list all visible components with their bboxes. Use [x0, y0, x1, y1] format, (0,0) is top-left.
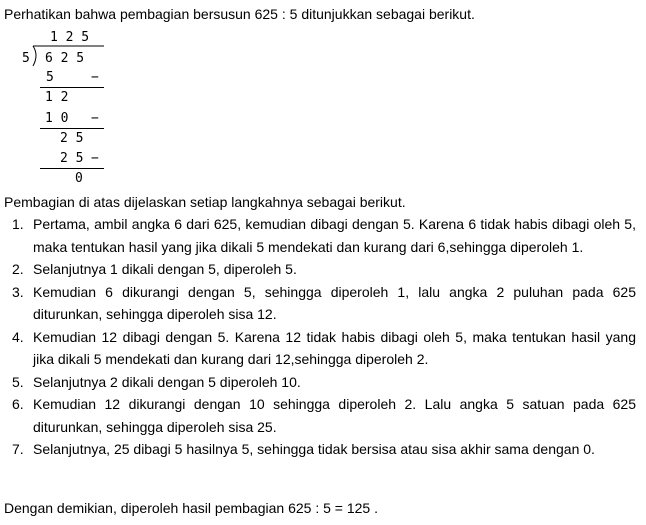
- conclusion-text: Dengan demikian, diperoleh hasil pembagian 625 : 5 = 125 .: [4, 500, 378, 516]
- step-text: Kemudian 12 dibagi dengan 5. Karena 12 tidak habis dibagi oleh 5, maka tentukan hasil yang jika dikali 5 mendekati dan kurang dari 12,sehingga diperoleh 2.: [33, 328, 636, 367]
- ld-divisor: 5: [22, 51, 30, 66]
- list-item: [0, 393, 636, 438]
- ld-dividend: 6 2 5: [45, 51, 85, 66]
- explanation-text: Pembagian di atas dijelaskan setiap langkahnya sebagai berikut.: [4, 194, 406, 210]
- step-text: Selanjutnya, 25 dibagi 5 hasilnya 5, sehingga tidak bersisa atau sisa akhir sama dengan 0.: [33, 441, 595, 457]
- list-item: [0, 281, 636, 326]
- ld-final-remainder: 0: [75, 171, 83, 186]
- ld-rule-2: [40, 128, 104, 129]
- step-text: Pertama, ambil angka 6 dari 625, kemudian dibagi dengan 5. Karena 6 tidak habis dibagi oleh 5, maka tentukan hasil yang jika dikali 5 mendekati dan kurang dari 6,sehingga diperoleh 1.: [33, 216, 636, 255]
- step-number: 3.: [12, 283, 24, 300]
- step-number: 5.: [12, 373, 24, 390]
- ld-quotient: 1 2 5: [50, 30, 90, 45]
- ld-rule-3: [40, 168, 104, 169]
- step-text: Selanjutnya 1 dikali dengan 5, diperoleh 5.: [33, 261, 297, 277]
- steps-list: [0, 213, 636, 461]
- ld-step1-rem: 1 2: [45, 90, 69, 105]
- ld-step2-sub: 1 0: [45, 111, 69, 126]
- step-number: 1.: [12, 216, 24, 232]
- step-number: 4.: [12, 328, 24, 345]
- ld-step1-sub: 5: [46, 70, 54, 85]
- step-text: Selanjutnya 2 dikali dengan 5 diperoleh 10.: [33, 373, 301, 390]
- list-item: [0, 438, 636, 461]
- ld-minus-3: −: [91, 151, 99, 166]
- ld-rule-1: [40, 87, 104, 88]
- intro-text: Perhatikan bahwa pembagian bersusun 625 : 5 ditunjukkan sebagai berikut.: [4, 6, 475, 22]
- step-number: 2.: [12, 261, 24, 277]
- step-text: Kemudian 12 dikurangi dengan 10 sehingga diperoleh 2. Lalu angka 5 satuan pada 625 diturunkan, sehingga diperoleh sisa 25.: [33, 396, 636, 435]
- step-number: 6.: [12, 396, 24, 412]
- ld-minus-2: −: [91, 111, 99, 126]
- step-text: Kemudian 6 dikurangi dengan 5, sehingga diperoleh 1, lalu angka 2 puluhan pada 625 diturunkan, sehingga diperoleh sisa 12.: [33, 283, 636, 322]
- list-item: [0, 213, 636, 258]
- ld-minus-1: −: [91, 70, 99, 85]
- list-item: [0, 258, 636, 281]
- step-number: 7.: [12, 441, 24, 457]
- ld-step3-sub: 2 5: [60, 151, 84, 166]
- list-item: [0, 326, 636, 371]
- list-item: [0, 371, 636, 394]
- ld-step2-rem: 2 5: [60, 131, 84, 146]
